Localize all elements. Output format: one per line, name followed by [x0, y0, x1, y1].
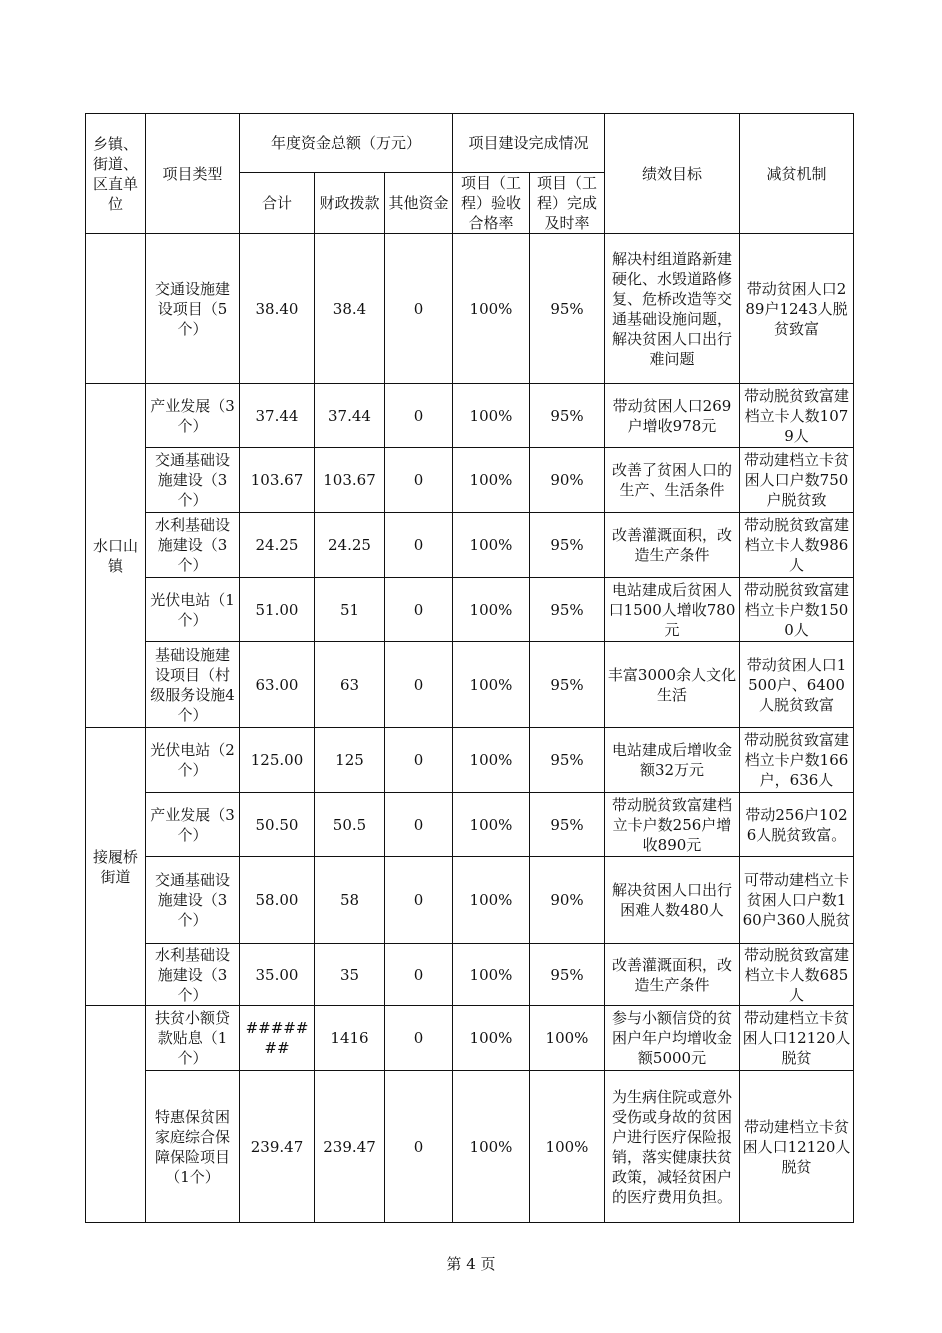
performance-goal-cell: 带动脱贫致富建档立卡户数256户增收890元	[605, 793, 740, 857]
project-type-cell: 水利基础设施建设（3个）	[146, 944, 240, 1006]
other-funds-cell: 0	[385, 857, 453, 944]
performance-goal-cell: 解决贫困人口出行困难人数480人	[605, 857, 740, 944]
table-row	[86, 857, 854, 944]
unit-cell: 接履桥街道	[86, 728, 146, 1006]
total-funds-cell: 38.40	[240, 234, 315, 384]
header-poverty-mechanism: 减贫机制	[740, 114, 854, 234]
pass-rate-cell: 100%	[453, 448, 530, 513]
pass-rate-cell: 100%	[453, 1006, 530, 1071]
poverty-mechanism-cell: 带动脱贫致富建档立卡人数1079人	[740, 384, 854, 448]
fiscal-funds-cell: 125	[315, 728, 385, 793]
total-funds-cell: 63.00	[240, 642, 315, 728]
poverty-mechanism-cell: 带动贫困人口289户1243人脱贫致富	[740, 234, 854, 384]
performance-goal-cell: 改善灌溉面积，改造生产条件	[605, 513, 740, 578]
header-pass-rate: 项目（工程）验收合格率	[453, 173, 530, 234]
performance-goal-cell: 电站建成后贫困人口1500人增收780元	[605, 578, 740, 642]
header-project-type: 项目类型	[146, 114, 240, 234]
pass-rate-cell: 100%	[453, 513, 530, 578]
fiscal-funds-cell: 239.47	[315, 1071, 385, 1223]
other-funds-cell: 0	[385, 578, 453, 642]
other-funds-cell: 0	[385, 728, 453, 793]
fiscal-funds-cell: 24.25	[315, 513, 385, 578]
total-funds-cell: 37.44	[240, 384, 315, 448]
poverty-mechanism-cell: 带动脱贫致富建档立卡人数685人	[740, 944, 854, 1006]
pass-rate-cell: 100%	[453, 234, 530, 384]
unit-cell	[86, 1006, 146, 1223]
poverty-mechanism-cell: 可带动建档立卡贫困人口户数160户360人脱贫	[740, 857, 854, 944]
total-funds-cell: 24.25	[240, 513, 315, 578]
pass-rate-cell: 100%	[453, 793, 530, 857]
total-funds-cell: 103.67	[240, 448, 315, 513]
table-row	[86, 1006, 854, 1071]
project-type-cell: 交通基础设施建设（3个）	[146, 448, 240, 513]
project-type-cell: 扶贫小额贷款贴息（1个）	[146, 1006, 240, 1071]
project-type-cell: 产业发展（3个）	[146, 793, 240, 857]
poverty-mechanism-cell: 带动256户1026人脱贫致富。	[740, 793, 854, 857]
table-row	[86, 448, 854, 513]
ontime-rate-cell: 95%	[530, 793, 605, 857]
table-row	[86, 944, 854, 1006]
project-type-cell: 光伏电站（2个）	[146, 728, 240, 793]
header-fiscal-funds: 财政拨款	[315, 173, 385, 234]
header-ontime-rate: 项目（工程）完成及时率	[530, 173, 605, 234]
other-funds-cell: 0	[385, 944, 453, 1006]
project-table	[85, 113, 854, 1223]
ontime-rate-cell: 95%	[530, 642, 605, 728]
total-funds-cell: 51.00	[240, 578, 315, 642]
pass-rate-cell: 100%	[453, 857, 530, 944]
poverty-mechanism-cell: 带动脱贫致富建档立卡户数166户，636人	[740, 728, 854, 793]
project-type-cell: 特惠保贫困家庭综合保障保险项目（1个）	[146, 1071, 240, 1223]
performance-goal-cell: 改善灌溉面积，改造生产条件	[605, 944, 740, 1006]
fiscal-funds-cell: 58	[315, 857, 385, 944]
pass-rate-cell: 100%	[453, 728, 530, 793]
pass-rate-cell: 100%	[453, 944, 530, 1006]
page-number: 第 4 页	[446, 1255, 496, 1273]
header-performance-goal: 绩效目标	[605, 114, 740, 234]
fiscal-funds-cell: 35	[315, 944, 385, 1006]
total-funds-cell: 125.00	[240, 728, 315, 793]
performance-goal-cell: 为生病住院或意外受伤或身故的贫困户进行医疗保险报销，落实健康扶贫政策，减轻贫困户的医疗费用负担。	[605, 1071, 740, 1223]
performance-goal-cell: 电站建成后增收金额32万元	[605, 728, 740, 793]
header-unit: 乡镇、街道、区直单位	[86, 114, 146, 234]
table-row	[86, 728, 854, 793]
other-funds-cell: 0	[385, 513, 453, 578]
ontime-rate-cell: 90%	[530, 857, 605, 944]
poverty-mechanism-cell: 带动建档立卡贫困人口户数750户脱贫致	[740, 448, 854, 513]
project-type-cell: 产业发展（3个）	[146, 384, 240, 448]
ontime-rate-cell: 95%	[530, 578, 605, 642]
fiscal-funds-cell: 50.5	[315, 793, 385, 857]
total-funds-cell: 35.00	[240, 944, 315, 1006]
other-funds-cell: 0	[385, 448, 453, 513]
ontime-rate-cell: 95%	[530, 384, 605, 448]
performance-goal-cell: 带动贫困人口269户增收978元	[605, 384, 740, 448]
total-funds-cell: #######	[240, 1006, 315, 1071]
fiscal-funds-cell: 51	[315, 578, 385, 642]
poverty-mechanism-cell: 带动建档立卡贫困人口12120人脱贫	[740, 1071, 854, 1223]
performance-goal-cell: 参与小额信贷的贫困户年户均增收金额5000元	[605, 1006, 740, 1071]
pass-rate-cell: 100%	[453, 384, 530, 448]
table-row	[86, 513, 854, 578]
fiscal-funds-cell: 38.4	[315, 234, 385, 384]
table-row	[86, 384, 854, 448]
header-total: 合计	[240, 173, 315, 234]
poverty-mechanism-cell: 带动脱贫致富建档立卡人数986人	[740, 513, 854, 578]
unit-cell: 水口山镇	[86, 384, 146, 728]
performance-goal-cell: 解决村组道路新建硬化、水毁道路修复、危桥改造等交通基础设施问题，解决贫困人口出行难问题	[605, 234, 740, 384]
fiscal-funds-cell: 1416	[315, 1006, 385, 1071]
pass-rate-cell: 100%	[453, 578, 530, 642]
ontime-rate-cell: 95%	[530, 728, 605, 793]
total-funds-cell: 58.00	[240, 857, 315, 944]
table-row	[86, 234, 854, 384]
ontime-rate-cell: 90%	[530, 448, 605, 513]
poverty-mechanism-cell: 带动脱贫致富建档立卡户数1500人	[740, 578, 854, 642]
other-funds-cell: 0	[385, 1071, 453, 1223]
ontime-rate-cell: 95%	[530, 944, 605, 1006]
performance-goal-cell: 改善了贫困人口的生产、生活条件	[605, 448, 740, 513]
total-funds-cell: 50.50	[240, 793, 315, 857]
project-type-cell: 光伏电站（1个）	[146, 578, 240, 642]
table-row	[86, 793, 854, 857]
performance-goal-cell: 丰富3000余人文化生活	[605, 642, 740, 728]
ontime-rate-cell: 95%	[530, 513, 605, 578]
other-funds-cell: 0	[385, 793, 453, 857]
ontime-rate-cell: 100%	[530, 1006, 605, 1071]
project-type-cell: 水利基础设施建设（3个）	[146, 513, 240, 578]
project-type-cell: 交通基础设施建设（3个）	[146, 857, 240, 944]
pass-rate-cell: 100%	[453, 1071, 530, 1223]
pass-rate-cell: 100%	[453, 642, 530, 728]
unit-cell	[86, 234, 146, 384]
fiscal-funds-cell: 37.44	[315, 384, 385, 448]
other-funds-cell: 0	[385, 642, 453, 728]
header-annual-funds: 年度资金总额（万元）	[240, 114, 453, 173]
other-funds-cell: 0	[385, 234, 453, 384]
header-other-funds: 其他资金	[385, 173, 453, 234]
poverty-mechanism-cell: 带动建档立卡贫困人口12120人脱贫	[740, 1006, 854, 1071]
header-construction-progress: 项目建设完成情况	[453, 114, 605, 173]
table-row	[86, 578, 854, 642]
other-funds-cell: 0	[385, 384, 453, 448]
ontime-rate-cell: 100%	[530, 1071, 605, 1223]
project-type-cell: 基础设施建设项目（村级服务设施4个）	[146, 642, 240, 728]
total-funds-cell: 239.47	[240, 1071, 315, 1223]
poverty-mechanism-cell: 带动贫困人口1500户、6400人脱贫致富	[740, 642, 854, 728]
other-funds-cell: 0	[385, 1006, 453, 1071]
ontime-rate-cell: 95%	[530, 234, 605, 384]
table-row	[86, 642, 854, 728]
fiscal-funds-cell: 63	[315, 642, 385, 728]
table-row	[86, 1071, 854, 1223]
project-type-cell: 交通设施建设项目（5个）	[146, 234, 240, 384]
fiscal-funds-cell: 103.67	[315, 448, 385, 513]
